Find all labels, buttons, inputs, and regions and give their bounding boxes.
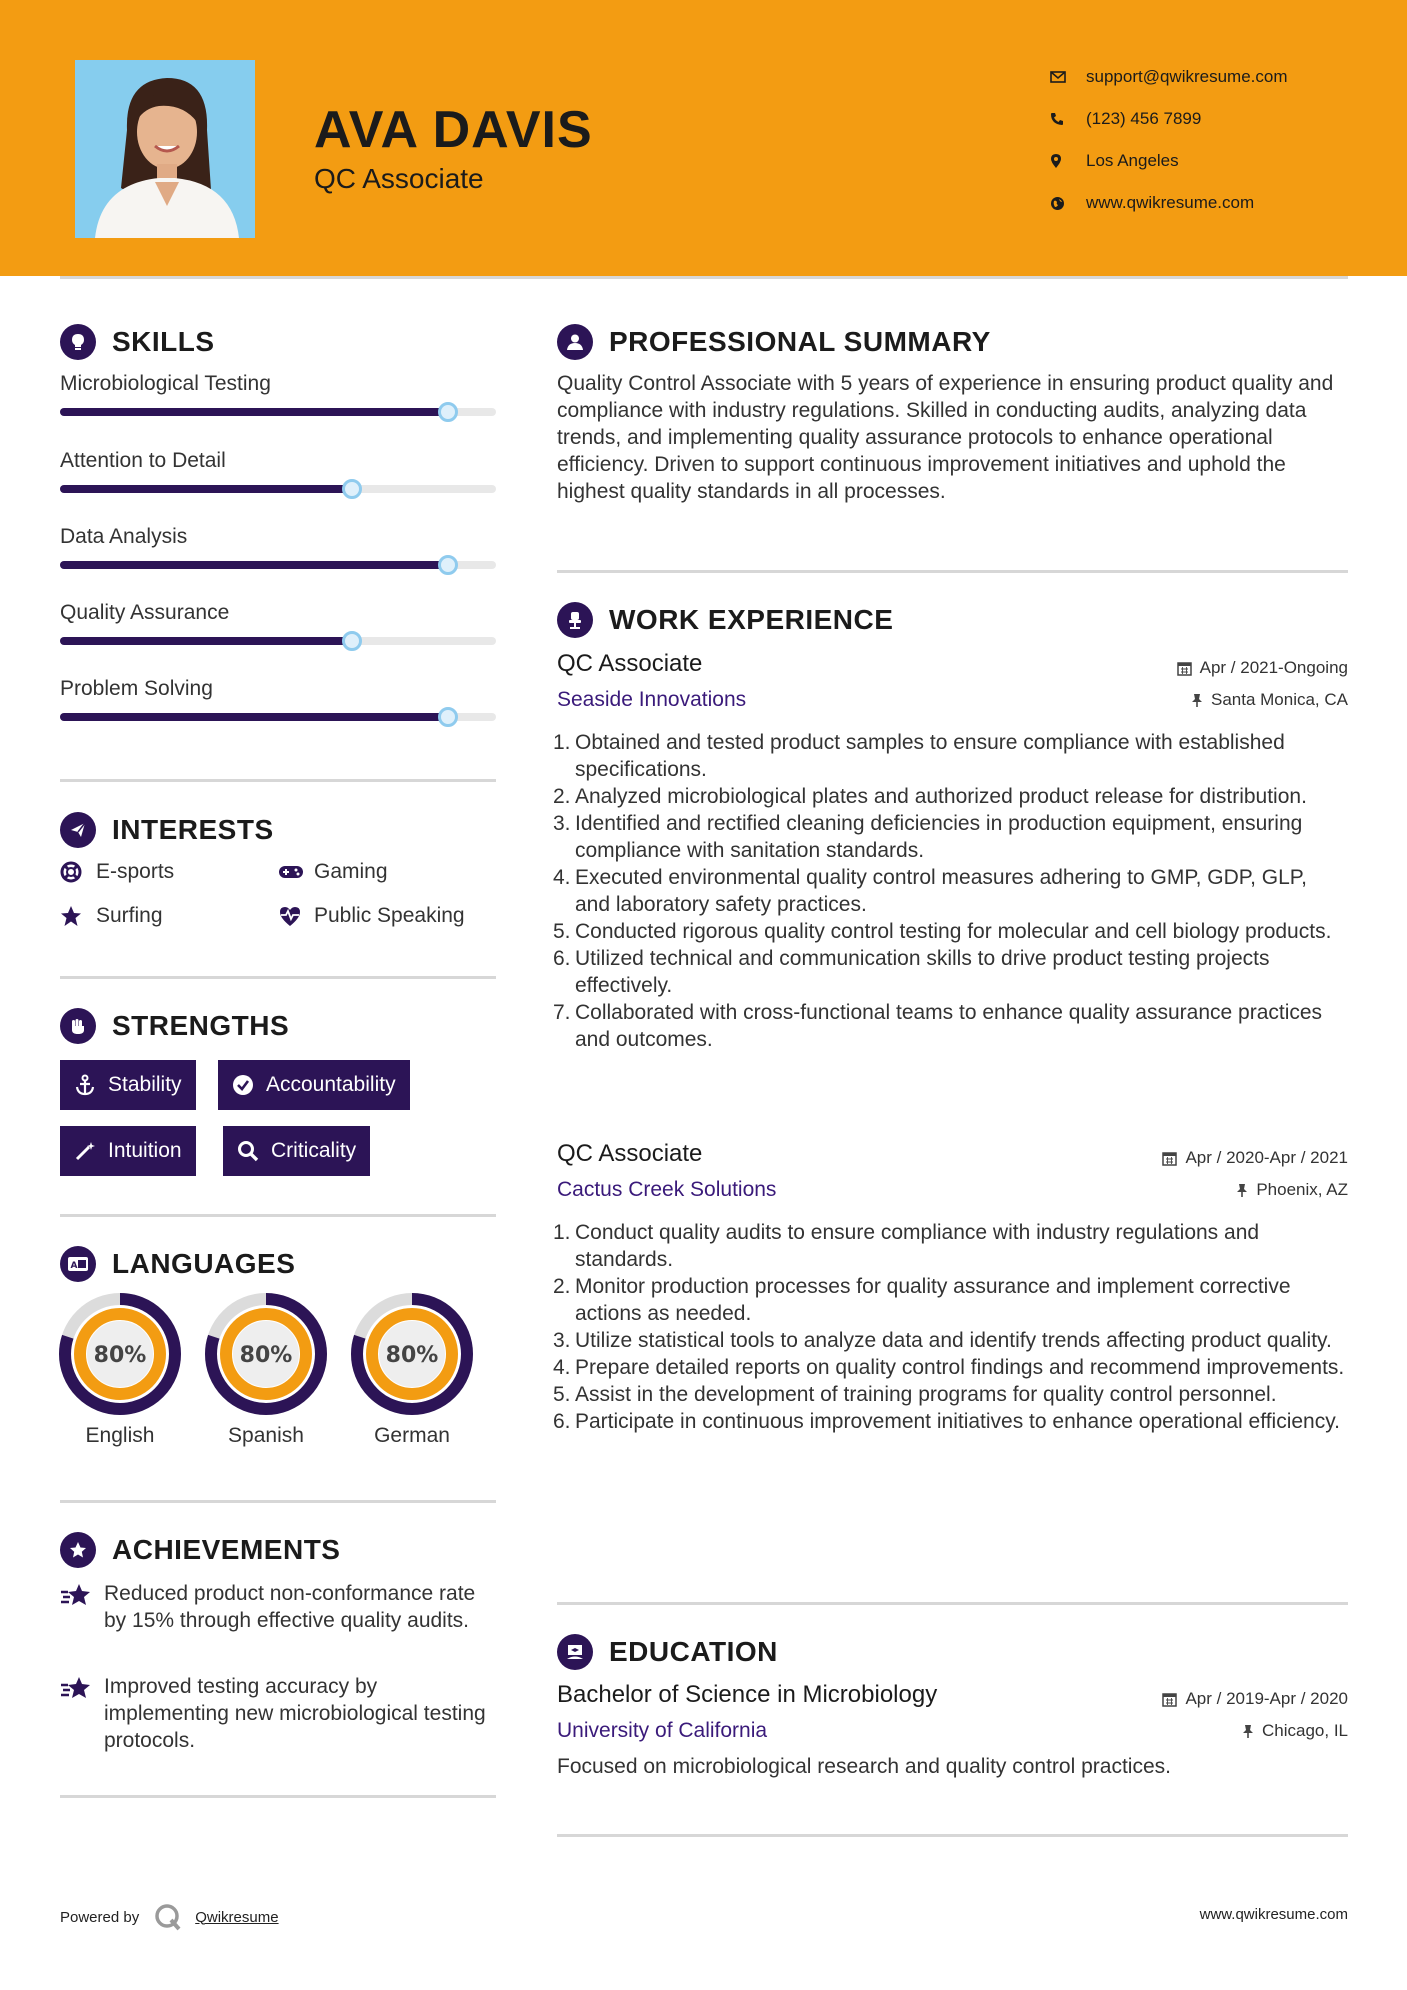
languages-heading: A LANGUAGES [60, 1246, 295, 1282]
divider [557, 570, 1348, 573]
job-location: Phoenix, AZ [1236, 1180, 1348, 1200]
skill-bar [60, 561, 496, 569]
skill-bar-knob [342, 631, 362, 651]
divider [60, 1795, 496, 1798]
skill-bar-fill [60, 713, 448, 721]
anchor-icon [74, 1074, 96, 1096]
job-dates: Apr / 2020-Apr / 2021 [1162, 1148, 1348, 1168]
language-name: English [85, 1424, 155, 1447]
skill-item [60, 449, 496, 473]
duty-item: 4. Prepare detailed reports on quality control findings and recommend improvements. [553, 1356, 1345, 1379]
duty-item: 2. Monitor production processes for quality assurance and implement corrective actions as needed. [553, 1275, 1291, 1325]
summary-heading: PROFESSIONAL SUMMARY [557, 324, 991, 360]
duty-item: 5. Assist in the development of training programs for quality control personnel. [553, 1383, 1277, 1406]
job-company: Seaside Innovations [557, 688, 747, 711]
skill-label: Attention to Detail [60, 449, 226, 472]
language-item [204, 1292, 328, 1448]
user-icon [557, 324, 593, 360]
language-icon [60, 1246, 96, 1282]
duty-item: 5. Conducted rigorous quality control testing for molecular and cell biology products. [553, 920, 1332, 943]
fist-icon [60, 1008, 96, 1044]
contact-website[interactable] [1050, 182, 1288, 224]
paper-plane-icon [60, 812, 96, 848]
contact-phone[interactable] [1050, 98, 1288, 140]
globe-icon [1050, 196, 1086, 211]
divider [557, 1602, 1348, 1605]
skill-bar-fill [60, 561, 448, 569]
footer-website[interactable]: www.qwikresume.com [1199, 1906, 1348, 1923]
contact-phone-text: (123) 456 7899 [1086, 109, 1202, 128]
language-percent: 80% [385, 1343, 439, 1368]
skill-bar-fill [60, 408, 448, 416]
skill-item [60, 372, 496, 396]
envelope-icon [1050, 71, 1086, 83]
job-duties [553, 1219, 1347, 1435]
duty-item: 6. Participate in continuous improvement initiatives to enhance operational efficiency. [553, 1410, 1340, 1433]
skill-bar-fill [60, 485, 352, 493]
qwikresume-link[interactable]: Qwikresume [195, 1908, 279, 1926]
strength-accountability: Accountability [218, 1060, 410, 1110]
lightbulb-icon [60, 324, 96, 360]
divider [60, 779, 496, 782]
contact-location [1050, 140, 1288, 182]
achievement-item: Reduced product non-conformance rate by 15% through effective quality audits. [60, 1580, 500, 1634]
footer-powered-by: Powered by Qwikresume [60, 1902, 279, 1932]
svg-text:A: A [70, 1261, 78, 1271]
duty-item: 2. Analyzed microbiological plates and authorized product release for distribution. [553, 785, 1307, 808]
contact-email-text: support@qwikresume.com [1086, 67, 1288, 86]
language-ring [58, 1292, 182, 1416]
duty-item: 7. Collaborated with cross-functional teams to enhance quality assurance practices and outcomes. [553, 1001, 1323, 1051]
language-item [58, 1292, 182, 1448]
strength-criticality: Criticality [223, 1126, 370, 1176]
achievement-item: Improved testing accuracy by implementing new microbiological testing protocols. [60, 1673, 500, 1754]
pushpin-icon [1191, 693, 1203, 708]
job-dates: Apr / 2021-Ongoing [1177, 658, 1348, 678]
degree-title: Bachelor of Science in Microbiology [557, 1681, 938, 1708]
divider [557, 1834, 1348, 1837]
skill-bar-knob [438, 707, 458, 727]
star-badge-icon [60, 1532, 96, 1568]
star-icon [60, 905, 96, 927]
skill-bar-fill [60, 637, 352, 645]
job-location: Santa Monica, CA [1191, 690, 1348, 710]
profile-photo [75, 60, 255, 238]
contact-website-text: www.qwikresume.com [1086, 193, 1255, 212]
language-percent: 80% [239, 1343, 293, 1368]
search-icon [237, 1140, 259, 1162]
duty-item: 4. Executed environmental quality control measures adhering to GMP, GDP, GLP, and laboratory safety practices. [553, 866, 1307, 916]
skill-bar-knob [438, 402, 458, 422]
education-heading: EDUCATION [557, 1634, 778, 1670]
skill-bar [60, 713, 496, 721]
calendar-icon [1162, 1151, 1177, 1166]
skill-label: Problem Solving [60, 677, 213, 700]
duty-item: 3. Identified and rectified cleaning deficiencies in production equipment, ensuring compliance with sanitation standards. [553, 812, 1303, 862]
calendar-icon [1177, 661, 1192, 676]
skill-bar [60, 408, 496, 416]
language-ring [204, 1292, 328, 1416]
language-item [350, 1292, 474, 1448]
skill-label: Data Analysis [60, 525, 188, 548]
strength-intuition: Intuition [60, 1126, 196, 1176]
phone-icon [1050, 112, 1086, 126]
contact-list [1050, 56, 1288, 224]
experience-heading: WORK EXPERIENCE [557, 602, 893, 638]
language-ring [350, 1292, 474, 1416]
job-title: QC Associate [557, 650, 703, 677]
skill-bar-knob [438, 555, 458, 575]
skill-item [60, 525, 496, 549]
language-percent: 80% [93, 1343, 147, 1368]
candidate-name: AVA DAVIS [314, 101, 593, 159]
education-location: Chicago, IL [1242, 1721, 1348, 1741]
lifebuoy-icon [60, 861, 96, 883]
interest-gaming: Gaming [278, 860, 388, 884]
calendar-icon [1162, 1692, 1177, 1707]
pushpin-icon [1236, 1183, 1248, 1198]
duty-item: 1. Conduct quality audits to ensure compliance with industry regulations and standards. [553, 1221, 1260, 1271]
interests-heading: INTERESTS [60, 812, 274, 848]
education-dates: Apr / 2019-Apr / 2020 [1162, 1689, 1348, 1709]
interest-public-speaking: Public Speaking [278, 904, 465, 928]
skill-label: Quality Assurance [60, 601, 230, 624]
duty-item: 1. Obtained and tested product samples to ensure compliance with established specifications. [553, 731, 1285, 781]
skill-item [60, 677, 496, 701]
school-name: University of California [557, 1719, 768, 1742]
job-duties [553, 729, 1347, 1053]
gamepad-icon [278, 863, 314, 881]
interest-surfing: Surfing [60, 904, 163, 928]
header-divider [60, 276, 1348, 279]
contact-location-text: Los Angeles [1086, 151, 1179, 170]
shooting-star-icon [60, 1580, 104, 1634]
skills-heading: SKILLS [60, 324, 215, 360]
language-name: German [374, 1424, 450, 1447]
qwikresume-logo-icon [153, 1902, 183, 1932]
graduation-icon [557, 1634, 593, 1670]
check-circle-icon [232, 1074, 254, 1096]
contact-email[interactable] [1050, 56, 1288, 98]
strength-stability: Stability [60, 1060, 196, 1110]
skill-item [60, 601, 496, 625]
heartbeat-icon [278, 905, 314, 927]
summary-text: Quality Control Associate with 5 years of experience in ensuring product quality and compliance with industry regulations. Skilled in conducting audits, analyzing data trends, and implementing quality assurance protocols to enhance operational efficiency. Driven to support continuous improvement initiatives and uphold the highest quality standards in all processes. [557, 372, 1334, 503]
education-description: Focused on microbiological research and quality control practices. [557, 1755, 1171, 1778]
resume-header [0, 0, 1407, 276]
magic-wand-icon [74, 1140, 96, 1162]
candidate-title: QC Associate [314, 163, 484, 194]
duty-item: 6. Utilized technical and communication skills to drive product testing projects effectively. [553, 947, 1270, 997]
strengths-heading: STRENGTHS [60, 1008, 289, 1044]
duty-item: 3. Utilize statistical tools to analyze data and identify trends affecting product quality. [553, 1329, 1332, 1352]
interest-esports: E-sports [60, 860, 174, 884]
shooting-star-icon [60, 1673, 104, 1754]
divider [60, 1500, 496, 1503]
language-name: Spanish [228, 1424, 304, 1447]
job-title: QC Associate [557, 1140, 703, 1167]
divider [60, 976, 496, 979]
skill-bar [60, 637, 496, 645]
map-pin-icon [1050, 153, 1086, 169]
job-company: Cactus Creek Solutions [557, 1178, 777, 1201]
skill-bar-knob [342, 479, 362, 499]
divider [60, 1214, 496, 1217]
pushpin-icon [1242, 1724, 1254, 1739]
skill-label: Microbiological Testing [60, 372, 271, 395]
achievements-heading: ACHIEVEMENTS [60, 1532, 340, 1568]
skill-bar [60, 485, 496, 493]
office-chair-icon [557, 602, 593, 638]
